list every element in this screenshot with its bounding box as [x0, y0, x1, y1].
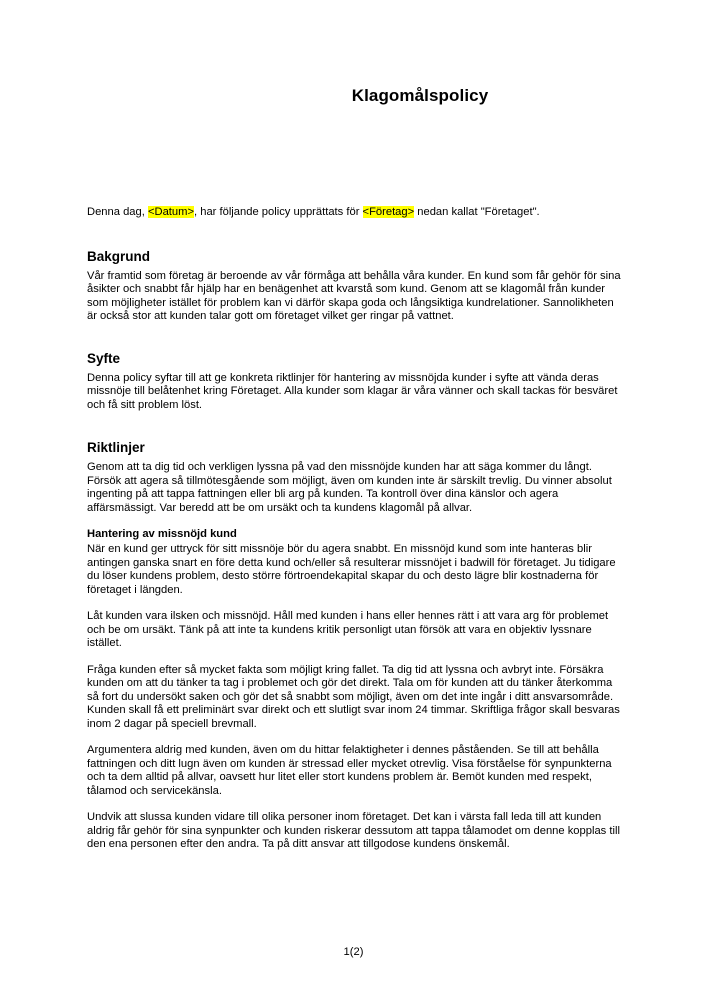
- subsection-hantering: [87, 527, 622, 852]
- document-body: [87, 206, 622, 852]
- section-syfte: [87, 351, 622, 413]
- hantering-paragraph-3: Fråga kunden efter så mycket fakta som möjligt kring fallet. Ta dig tid att lyssna och avbryt inte. Försäkra kunden om att du tänker ta tag i problemet och gör det direkt. Tala om för kunden att du tänker återkomma så fort du undersökt saken och gör det så snabbt som möjligt, även om det inte ingår i ditt ansvarsområde. Kunden skall få ett preliminärt svar direkt och ett slutligt svar inom 24 timmar. Skriftliga frågor skall besvaras inom 2 dagar på speciell brevmall.: [87, 663, 620, 730]
- hantering-paragraph-1: När en kund ger uttryck för sitt missnöje bör du agera snabbt. En missnöjd kund som inte hanteras blir antingen ganska snart en före detta kund och/eller så resulterar missnöjet i badwill för företaget. Ju tidigare du löser kundens problem, desto större förtroendekapital skapar du och desto lägre blir kostnaderna för företaget i längden.: [87, 543, 616, 596]
- section-riktlinjer: [87, 440, 622, 852]
- intro-paragraph: [87, 206, 622, 220]
- section-text-syfte: Denna policy syftar till att ge konkreta riktlinjer för hantering av missnöjda kunder i syfte att vända deras missnöje till belåtenhet kring Företaget. Alla kunder som klagar är våra vänner och skall tackas för besväret och få sitt problem löst.: [87, 371, 618, 411]
- hantering-paragraph-4: Argumentera aldrig med kunden, även om du hittar felaktigheter i dennes påståenden. Se till att behålla fattningen och ditt lugn även om kunden är stressad eller mycket otrevlig. Visa förståelse för synpunkterna och ta dem alltid på allvar, oavsett hur litet eller stort kundens problem är. Bemöt kunden med respekt, tålamod och servicekänsla.: [87, 744, 612, 797]
- document-title: Klagomålspolicy: [351, 86, 489, 105]
- date-placeholder: <Datum>: [147, 206, 194, 218]
- section-heading-riktlinjer: Riktlinjer: [87, 440, 145, 455]
- section-text-bakgrund: Vår framtid som företag är beroende av vår förmåga att behålla våra kunder. En kund som får gehör för sina åsikter och snabbt får hjälp har en benägenhet att kvarstå som kund. Genom att se klagomål från kunder som möjligheter istället för problem kan vi därför skapa goda och långsiktiga kundrelationer. Sannolikheten är också stor att kunden talar gott om företaget vilket ger ringar på vattnet.: [87, 269, 621, 322]
- hantering-paragraph-5: Undvik att slussa kunden vidare till olika personer inom företaget. Det kan i värsta fall leda till att kunden aldrig får gehör för sina synpunkter och kunden riskerar dessutom att tappa tålamodet om denne kopplas till den ena personen efter den andra. Ta på ditt ansvar att tillgodose kundens önskemål.: [87, 811, 620, 850]
- hantering-paragraph-2: Låt kunden vara ilsken och missnöjd. Håll med kunden i hans eller hennes rätt i att vara arg för problemet och be om ursäkt. Tänk på att inte ta kundens kritik personligt utan försök att vara en objektiv lyssnare istället.: [87, 610, 609, 649]
- section-bakgrund: [87, 249, 622, 324]
- intro-text-1: Denna dag,: [87, 206, 148, 218]
- section-text-riktlinjer: Genom att ta dig tid och verkligen lyssna på vad den missnöjde kunden har att säga kommer du långt. Försök att agera så tillmötesgående som möjligt, även om kunden inte är särskilt trevlig. Du vinner absolut ingenting på att tappa fattningen eller bli arg på kunden. Ta kontroll över dina känslor och agera affärsmässigt. Var beredd att be om ursäkt och ta kundens klagomål på allvar.: [87, 461, 612, 514]
- page-number: 1(2): [343, 946, 364, 958]
- intro-text-2: , har följande policy upprättats för: [194, 206, 363, 218]
- section-heading-syfte: Syfte: [87, 350, 121, 366]
- company-placeholder: <Företag>: [362, 206, 415, 218]
- subsection-heading-hantering: Hantering av missnöjd kund: [87, 528, 237, 540]
- intro-text-3: nedan kallat "Företaget".: [414, 206, 540, 218]
- section-heading-bakgrund: Bakgrund: [87, 248, 151, 264]
